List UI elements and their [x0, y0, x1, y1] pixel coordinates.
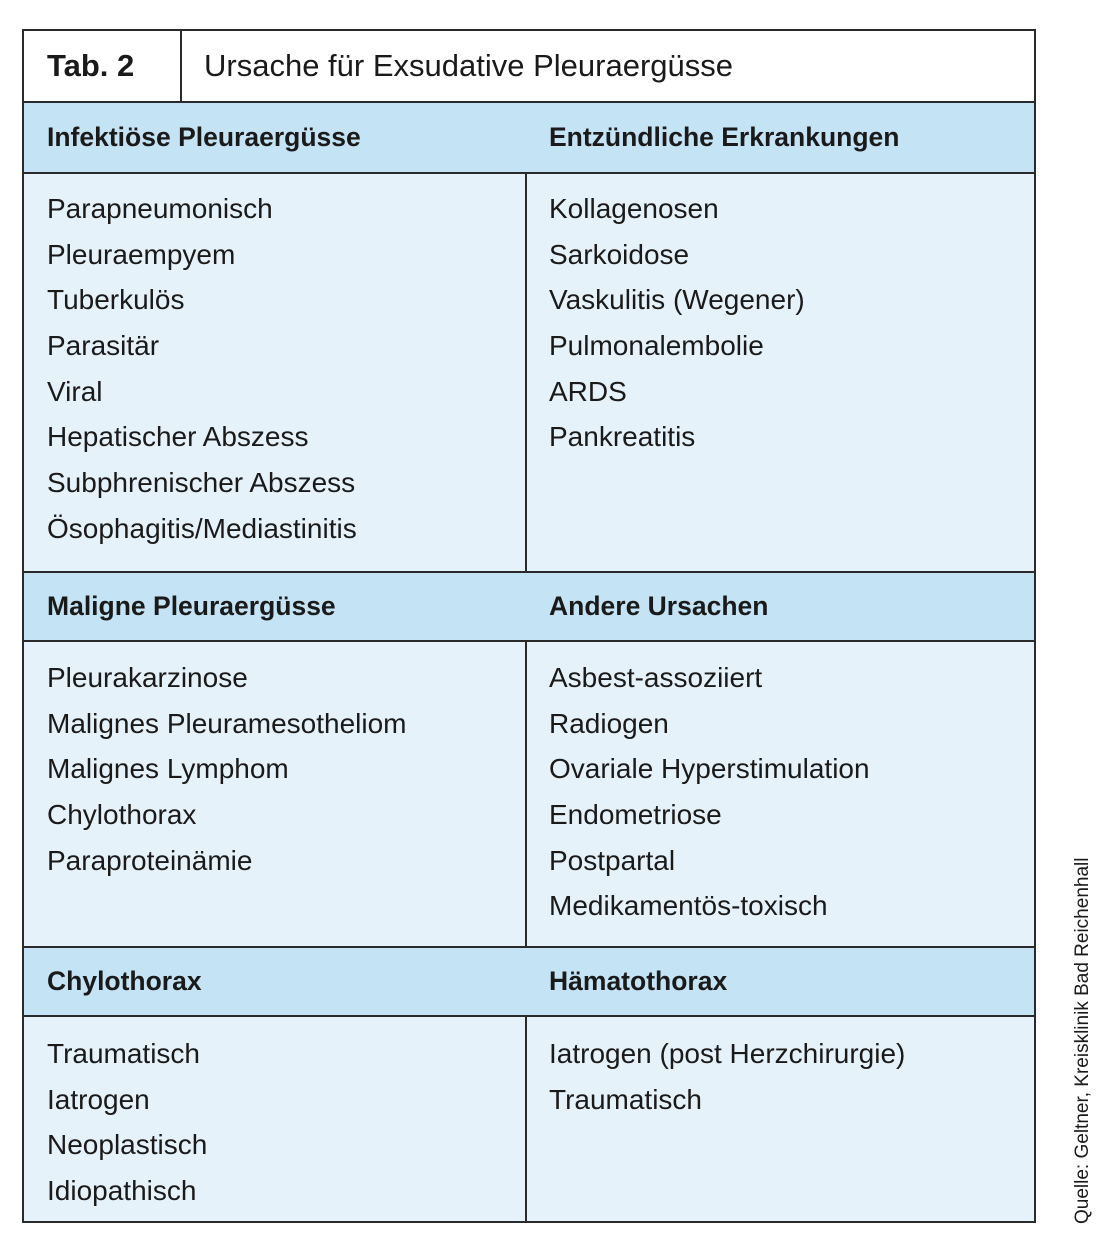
table-number: Tab. 2: [24, 31, 182, 101]
list-item: Iatrogen: [47, 1083, 150, 1115]
section-heading-haematothorax: Hämatothorax: [549, 966, 728, 996]
list-item: Ovariale Hyperstimulation: [549, 753, 870, 785]
list-item: Radiogen: [549, 707, 669, 739]
list-item: Neoplastisch: [47, 1129, 208, 1161]
table-title-row: [24, 31, 1034, 103]
column-divider: [525, 103, 527, 1221]
list-item: Kollagenosen: [549, 193, 719, 224]
list-item: Viral: [47, 375, 103, 407]
list-item: Pleuraempyem: [47, 238, 236, 270]
list-item: Endometriose: [549, 799, 722, 831]
causes-table: [22, 29, 1036, 1223]
section-heading-andere: Andere Ursachen: [549, 591, 769, 621]
list-item: Pankreatitis: [549, 421, 696, 453]
source-credit: Quelle: Geltner, Kreisklinik Bad Reichenhall: [1072, 857, 1093, 1224]
list-andere: [549, 655, 870, 929]
list-item: Pulmonalembolie: [549, 330, 764, 362]
list-item: Vaskulitis (Wegener): [549, 284, 805, 316]
section-heading-maligne: Maligne Pleuraergüsse: [47, 591, 336, 621]
list-item: Pleurakarzinose: [47, 662, 248, 693]
section-header-row: [24, 571, 1034, 642]
section-header-row: [24, 946, 1034, 1017]
list-item: Hepatischer Abszess: [47, 421, 309, 453]
section-heading-chylothorax: Chylothorax: [47, 966, 202, 996]
list-item: Paraproteinämie: [47, 844, 253, 876]
list-item: Medikamentös-toxisch: [549, 890, 828, 922]
list-item: Subphrenischer Abszess: [47, 467, 356, 499]
list-item: Traumatisch: [549, 1083, 703, 1115]
list-item: Malignes Lymphom: [47, 753, 289, 785]
section-heading-infektioese: Infektiöse Pleuraergüsse: [47, 122, 361, 152]
list-item: Traumatisch: [47, 1038, 201, 1069]
list-item: Chylothorax: [47, 799, 197, 831]
list-item: ARDS: [549, 375, 627, 407]
section-header-row: [24, 103, 1034, 174]
list-entzuendliche: [549, 186, 805, 460]
list-chylothorax: [47, 1031, 207, 1214]
list-item: Malignes Pleuramesotheliom: [47, 707, 407, 739]
list-item: Ösophagitis/Mediastinitis: [47, 512, 357, 544]
list-item: Postpartal: [549, 844, 676, 876]
list-maligne: [47, 655, 407, 883]
table-title: Ursache für Exsudative Pleuraergüsse: [204, 48, 733, 83]
list-item: Parasitär: [47, 330, 160, 362]
list-item: Parapneumonisch: [47, 193, 273, 224]
list-item: Idiopathisch: [47, 1175, 197, 1207]
list-infektioese: [47, 186, 357, 552]
section-heading-entzuendliche: Entzündliche Erkrankungen: [549, 122, 900, 152]
list-item: Asbest-assoziiert: [549, 662, 763, 693]
list-item: Sarkoidose: [549, 238, 690, 270]
list-item: Iatrogen (post Herzchirurgie): [549, 1038, 906, 1069]
list-item: Tuberkulös: [47, 284, 185, 316]
list-haematothorax: [549, 1031, 905, 1122]
